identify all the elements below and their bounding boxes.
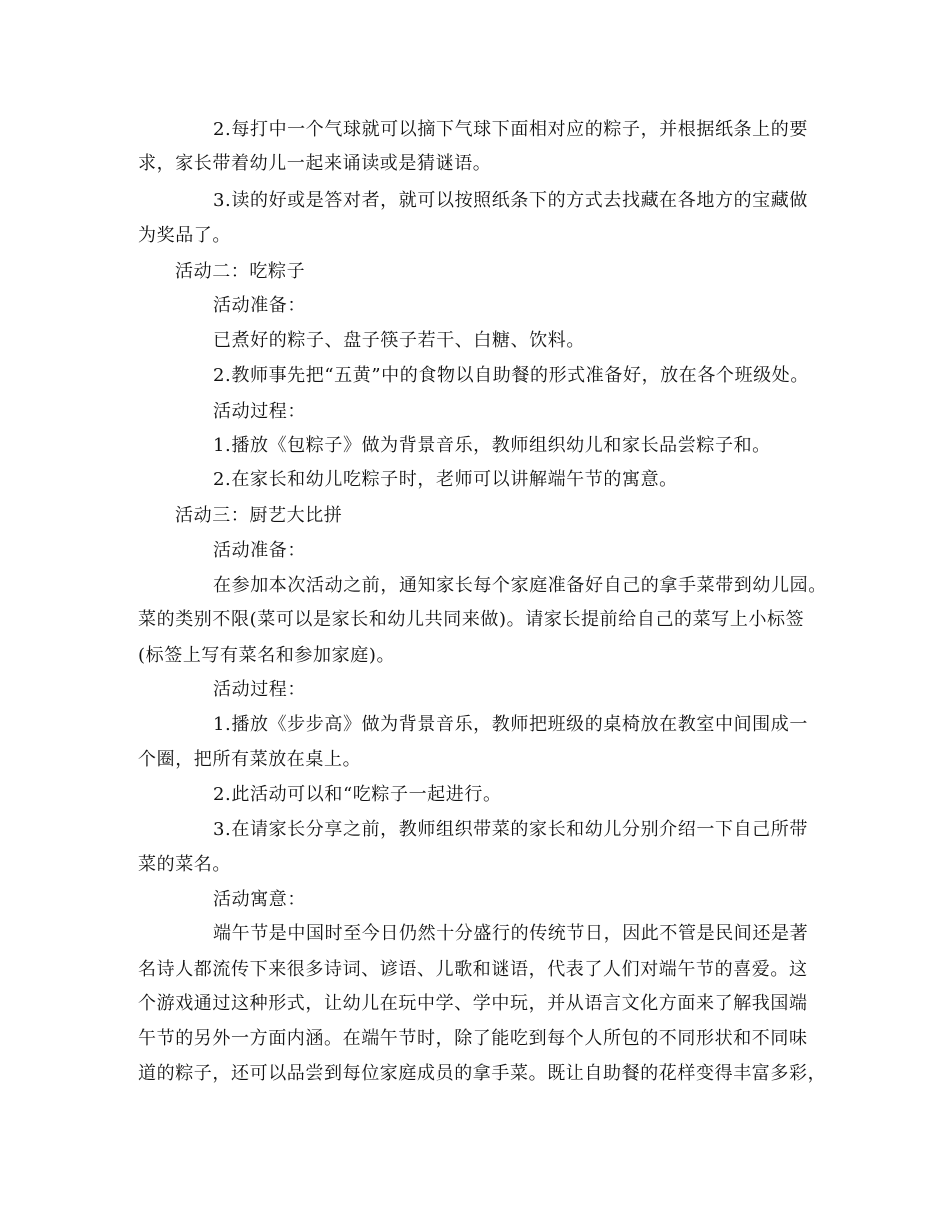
paragraph-line: 午节的另外一方面内涵。在端午节时，除了能吃到每个人所包的不同形状和不同味	[138, 1028, 808, 1049]
paragraph-line: 菜的菜名。	[138, 854, 231, 875]
paragraph-line: 个游戏通过这种形式，让幼儿在玩中学、学中玩，并从语言文化方面来了解我国端	[138, 993, 808, 1014]
paragraph-line: 2.每打中一个气球就可以摘下气球下面相对应的粽子，并根据纸条上的要	[213, 119, 808, 140]
paragraph-line: 为奖品了。	[138, 225, 231, 246]
paragraph-line: 道的粽子，还可以品尝到每位家庭成员的拿手菜。既让自助餐的花样变得丰富多彩，	[138, 1063, 827, 1084]
section-heading: 活动三：厨艺大比拼	[175, 505, 343, 526]
paragraph-line: 3.在请家长分享之前，教师组织带菜的家长和幼儿分别介绍一下自己所带	[213, 819, 808, 840]
paragraph-line: 菜的类别不限(菜可以是家长和幼儿共同来做)。请家长提前给自己的菜写上小标签	[138, 609, 805, 630]
subheading: 活动准备：	[213, 540, 306, 561]
paragraph-line: 1.播放《包粽子》做为背景音乐，教师组织幼儿和家长品尝粽子和。	[213, 435, 771, 456]
paragraph-line: 个圈，把所有菜放在桌上。	[138, 749, 362, 770]
paragraph-line: 名诗人都流传下来很多诗词、谚语、儿歌和谜语，代表了人们对端午节的喜爱。这	[138, 959, 808, 980]
paragraph-line: 端午节是中国时至今日仍然十分盛行的传统节日，因此不管是民间还是著	[213, 923, 809, 944]
paragraph-line: 1.播放《步步高》做为背景音乐，教师把班级的桌椅放在教室中间围成一	[213, 714, 808, 735]
paragraph-line: 已煮好的粽子、盘子筷子若干、白糖、饮料。	[213, 330, 585, 351]
paragraph-line: 2.教师事先把“五黄”中的食物以自助餐的形式准备好，放在各个班级处。	[213, 365, 809, 386]
subheading: 活动寓意：	[213, 889, 306, 910]
section-heading: 活动二：吃粽子	[175, 261, 306, 282]
paragraph-line: 3.读的好或是答对者，就可以按照纸条下的方式去找藏在各地方的宝藏做	[213, 190, 808, 211]
paragraph-line: 2.在家长和幼儿吃粽子时，老师可以讲解端午节的寓意。	[213, 469, 678, 490]
subheading: 活动准备：	[213, 295, 306, 316]
paragraph-line: 在参加本次活动之前，通知家长每个家庭准备好自己的拿手菜带到幼儿园。	[213, 575, 827, 596]
subheading: 活动过程：	[213, 679, 306, 700]
subheading: 活动过程：	[213, 401, 306, 422]
paragraph-line: (标签上写有菜名和参加家庭)。	[138, 645, 396, 666]
paragraph-line: 2.此活动可以和“吃粽子一起进行。	[213, 784, 502, 805]
paragraph-line: 求，家长带着幼儿一起来诵读或是猜谜语。	[138, 153, 492, 174]
